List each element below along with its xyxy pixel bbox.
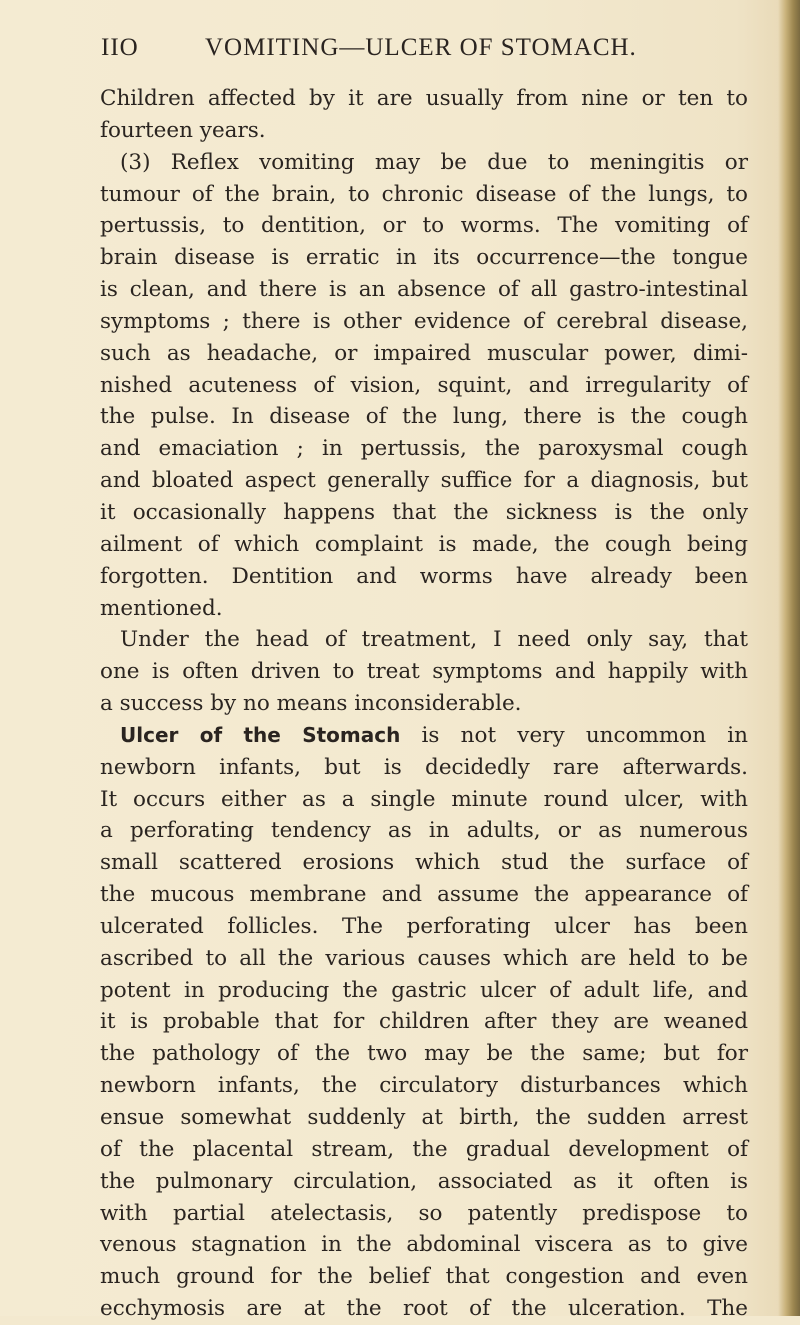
text-line: nished acuteness of vision, squint, and irregularity of: [100, 372, 748, 398]
text-line: the mucous membrane and assume the appearance of: [100, 882, 748, 908]
text-line: brain disease is erratic in its occurrence—the tongue: [100, 245, 748, 271]
text-line: it occasionally happens that the sickness is the only: [100, 499, 748, 525]
text-line: the pathology of the two may be the same; but for: [100, 1041, 748, 1067]
text-line: newborn infants, but is decidedly rare afterwards.: [100, 754, 748, 780]
section-first-line-rest: is not very uncommon in: [400, 722, 748, 748]
text-line: fourteen years.: [100, 117, 266, 143]
page-number: IIO: [101, 34, 139, 61]
text-line: and emaciation ; in pertussis, the paroxysmal cough: [100, 436, 748, 462]
text-line: mentioned.: [100, 595, 223, 621]
text-line: ecchymosis are at the root of the ulceration. The: [100, 1296, 748, 1322]
text-line: the pulse. In disease of the lung, there is the cough: [100, 404, 748, 430]
text-line: potent in producing the gastric ulcer of adult life, and: [100, 977, 748, 1003]
text-line: one is often driven to treat symptoms and happily with: [100, 659, 748, 685]
text-line: the pulmonary circulation, associated as it often is: [100, 1168, 748, 1194]
text-line: Children affected by it are usually from nine or ten to: [100, 86, 748, 111]
text-line: Under the head of treatment, I need only say, that: [120, 627, 748, 653]
text-line: of the placental stream, the gradual development of: [100, 1136, 748, 1162]
text-line: symptoms ; there is other evidence of cerebral disease,: [100, 308, 748, 334]
section-heading: Ulcer of the Stomach: [120, 722, 401, 747]
text-line: ailment of which complaint is made, the cough being: [100, 531, 748, 557]
text-line: it is probable that for children after they are weaned: [100, 1009, 748, 1035]
text-line: forgotten. Dentition and worms have already been: [100, 563, 748, 589]
text-line: much ground for the belief that congestion and even: [100, 1264, 748, 1290]
section-first-line: [100, 720, 748, 752]
text-line: with partial atelectasis, so patently predispose to: [100, 1200, 748, 1226]
running-head: VOMITING—ULCER OF STOMACH.: [205, 34, 637, 61]
page-binding-edge: [778, 0, 800, 1316]
body-text: [100, 83, 748, 1325]
text-line: such as headache, or impaired muscular power, dimi-: [100, 340, 748, 366]
text-line: It occurs either as a single minute round ulcer, with: [100, 786, 748, 812]
text-line: ascribed to all the various causes which are held to be: [100, 945, 748, 971]
text-line: newborn infants, the circulatory disturbances which: [100, 1073, 748, 1099]
text-line: and bloated aspect generally suffice for a diagnosis, but: [100, 468, 748, 494]
text-line: pertussis, to dentition, or to worms. The vomiting of: [100, 213, 748, 239]
text-line: is clean, and there is an absence of all gastro-intestinal: [100, 277, 748, 303]
text-line: a success by no means inconsiderable.: [100, 691, 522, 717]
text-line: tumour of the brain, to chronic disease of the lungs, to: [100, 181, 748, 207]
text-line: venous stagnation in the abdominal viscera as to give: [100, 1232, 748, 1258]
text-line: small scattered erosions which stud the surface of: [100, 850, 748, 876]
text-line: (3) Reflex vomiting may be due to meningitis or: [120, 149, 748, 175]
text-line: a perforating tendency as in adults, or as numerous: [100, 818, 748, 844]
text-line: ulcerated follicles. The perforating ulcer has been: [100, 913, 748, 939]
page-header: [101, 34, 681, 64]
text-line: ensue somewhat suddenly at birth, the sudden arrest: [100, 1105, 748, 1130]
